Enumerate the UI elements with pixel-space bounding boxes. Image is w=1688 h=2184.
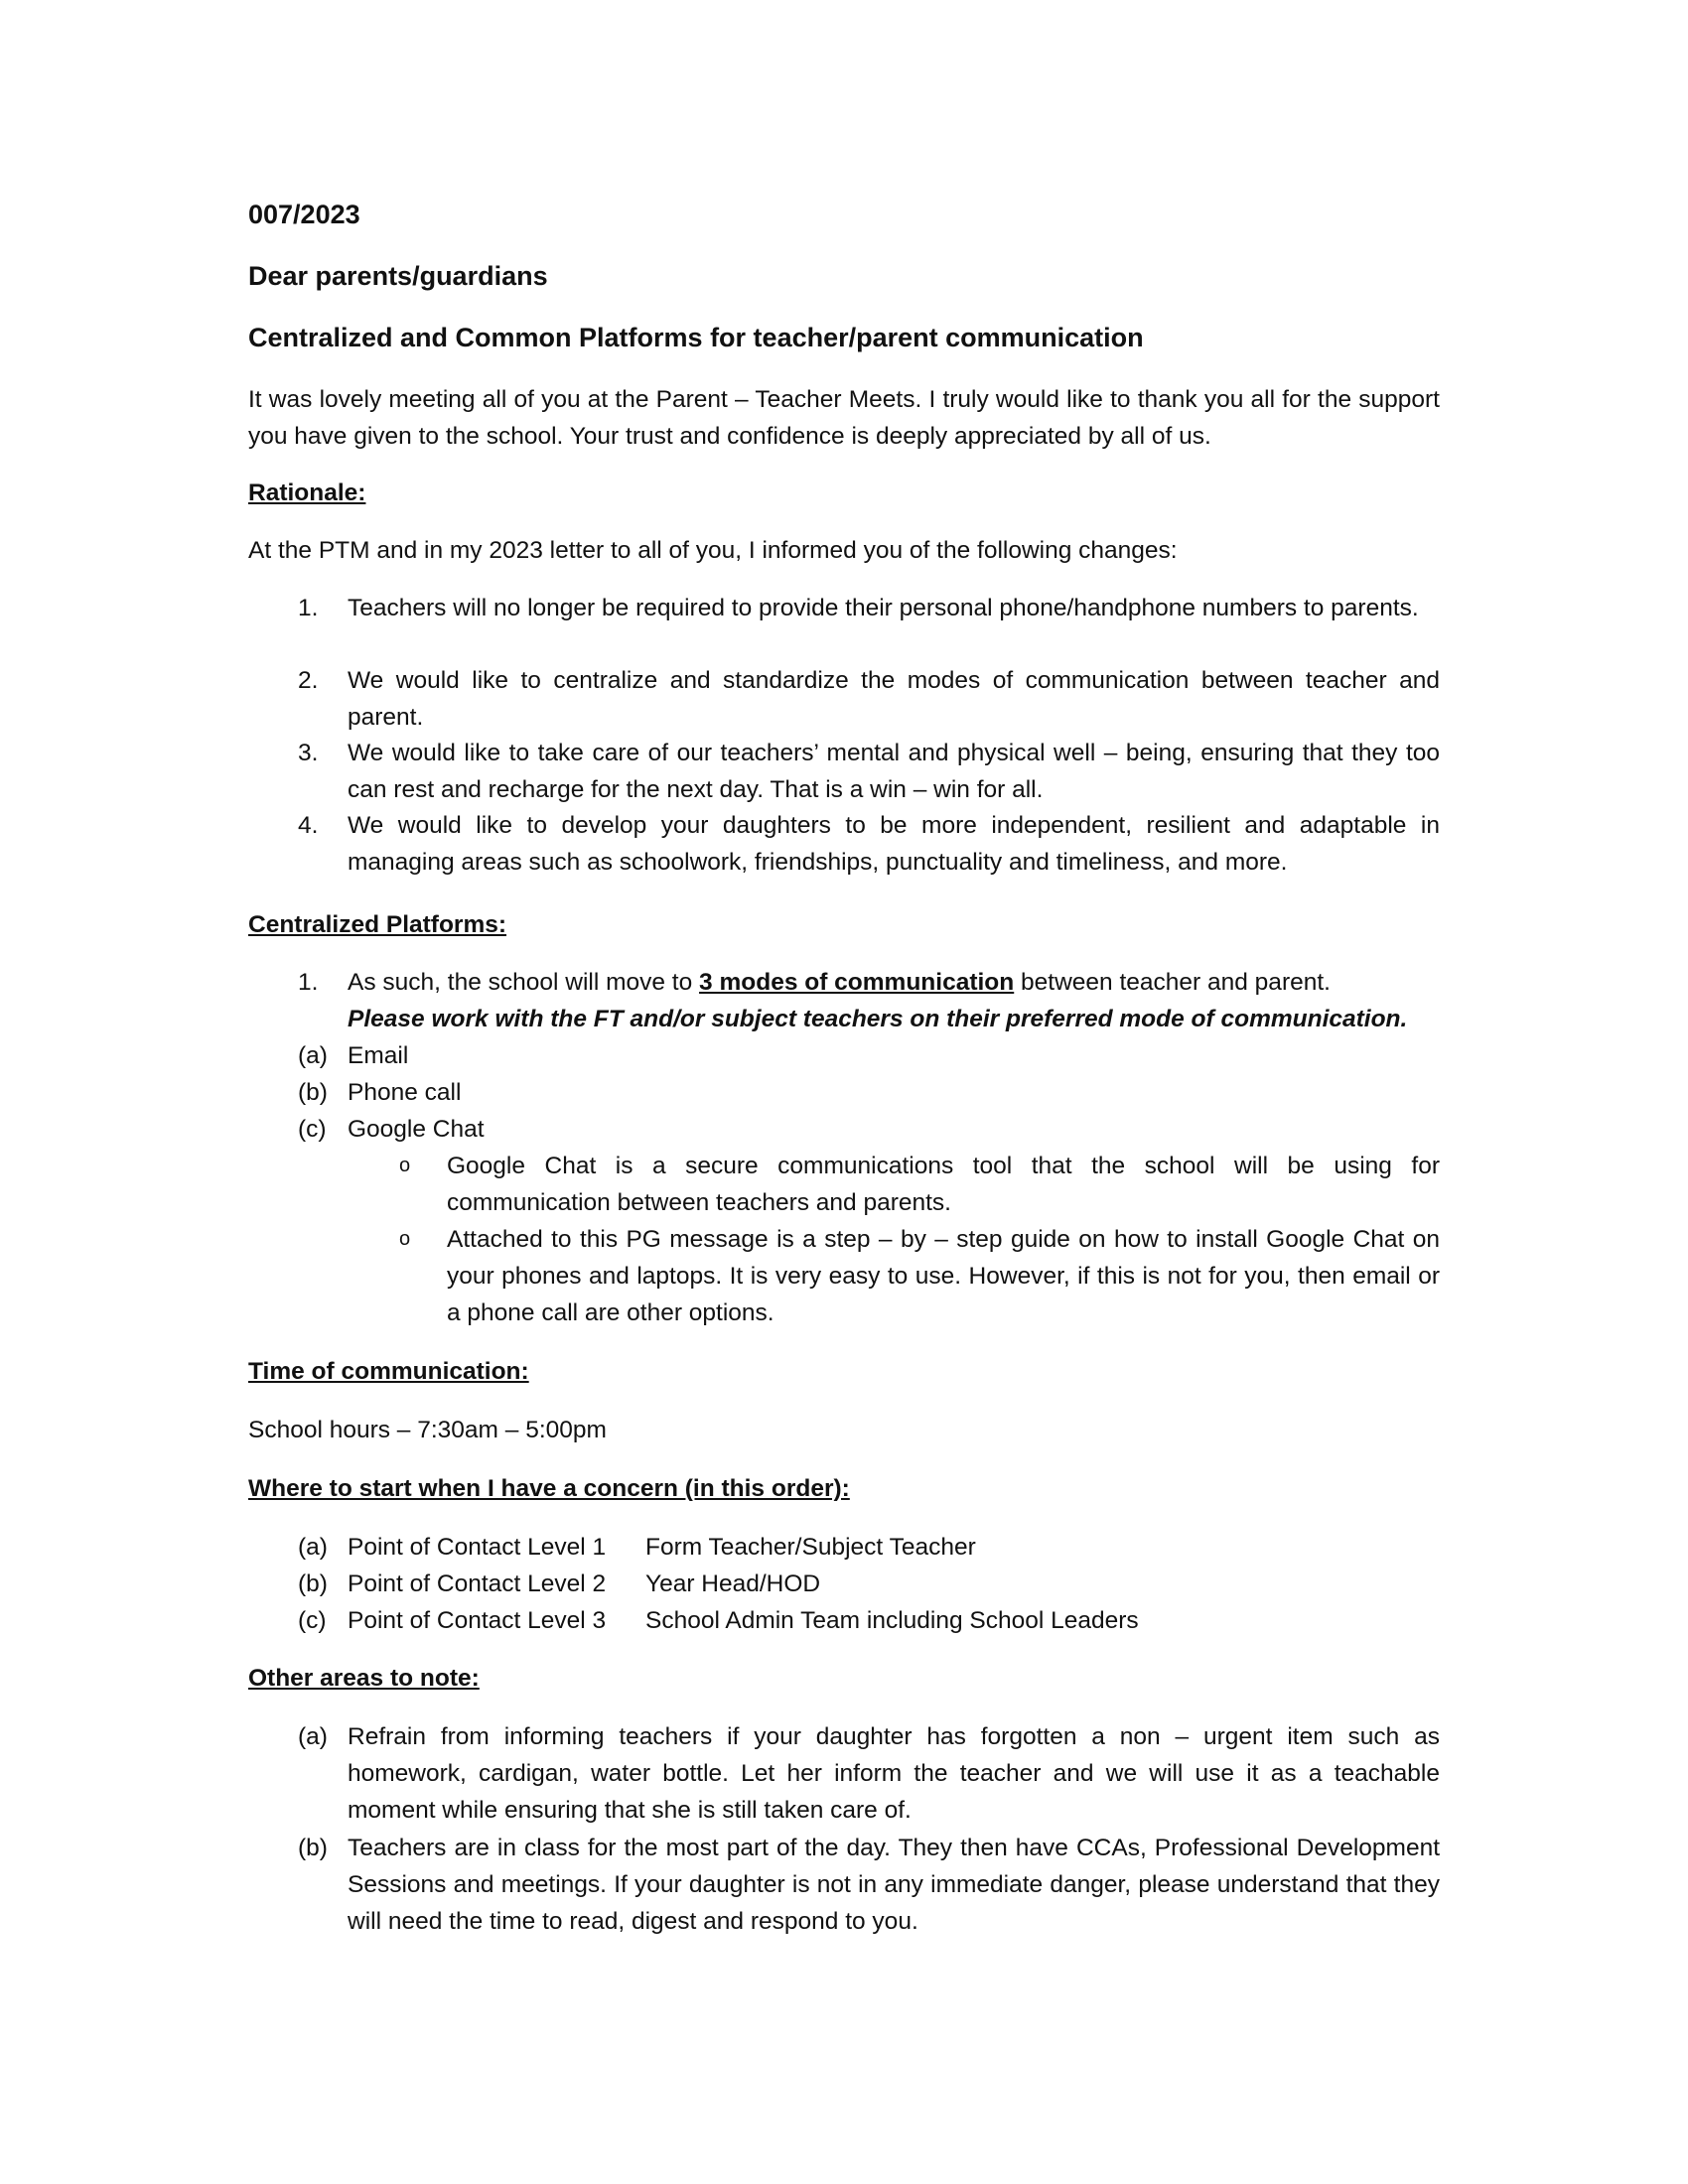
platforms-emphasis: 3 modes of communication [699, 969, 1015, 996]
list-text: Phone call [348, 1079, 462, 1106]
list-item [248, 590, 1440, 626]
list-letter: (c) [298, 1607, 327, 1634]
school-hours: School hours – 7:30am – 5:00pm [248, 1417, 607, 1443]
list-text: Teachers are in class for the most part of the day. They then have CCAs, Professional Development Sessions and meetings. If your daughter is not in any immediate danger, please understand that they will need the time to read, digest and respond to you. [348, 1835, 1440, 1935]
other-heading: Other areas to note: [248, 1665, 480, 1692]
list-text: We would like to centralize and standardize the modes of communication between teacher and parent. [348, 667, 1440, 731]
platforms-note: Please work with the FT and/or subject teachers on their preferred mode of communication. [348, 1006, 1408, 1032]
list-item [248, 1074, 1440, 1111]
contact-person: School Admin Team including School Leaders [645, 1607, 1139, 1634]
list-number: 2. [298, 667, 319, 694]
list-text: We would like to develop your daughters to be more independent, resilient and adaptable in managing areas such as schoolwork, friendships, punctuality and timeliness, and more. [348, 812, 1440, 876]
time-heading: Time of communication: [248, 1358, 529, 1385]
list-letter: (b) [298, 1079, 328, 1106]
list-item [248, 1111, 1440, 1148]
hollow-bullet-icon: o [399, 1155, 411, 1176]
list-text [348, 964, 1440, 1001]
bullet-item [248, 1221, 1440, 1331]
salutation: Dear parents/guardians [248, 261, 548, 291]
list-number: 1. [298, 969, 319, 996]
hollow-bullet-icon: o [399, 1228, 411, 1250]
reference-number: 007/2023 [248, 200, 360, 229]
list-item [248, 1830, 1440, 1940]
platforms-text-post: between teacher and parent. [1014, 969, 1331, 996]
platforms-heading: Centralized Platforms: [248, 911, 507, 938]
platforms-text-pre: As such, the school will move to [348, 969, 700, 996]
list-letter: (a) [298, 1534, 328, 1561]
list-item [248, 662, 1440, 736]
list-letter: (c) [298, 1116, 327, 1143]
list-number: 1. [298, 595, 319, 621]
list-text: Refrain from informing teachers if your daughter has forgotten a non – urgent item such as homework, cardigan, water bottle. Let her inform the teacher and we will use it as a teachable moment while ensuring that she is still taken care of. [348, 1723, 1440, 1824]
list-item [248, 1718, 1440, 1829]
bullet-text: Attached to this PG message is a step – by – step guide on how to install Google Chat on your phones and laptops. It is very easy to use. However, if this is not for you, then email or a phone call are other options. [447, 1226, 1440, 1326]
list-item [248, 1037, 1440, 1074]
list-text: We would like to take care of our teachers’ mental and physical well – being, ensuring that they too can rest and recharge for the next day. That is a win – win for all. [348, 740, 1440, 803]
list-item [248, 735, 1440, 808]
contact-level: Point of Contact Level 1 [348, 1534, 607, 1561]
list-number: 3. [298, 740, 319, 766]
list-item [248, 964, 1440, 1001]
platforms-note-row [248, 1001, 1440, 1037]
list-text: Google Chat [348, 1116, 485, 1143]
contact-level: Point of Contact Level 2 [348, 1570, 607, 1597]
list-item [248, 807, 1440, 881]
rationale-lead: At the PTM and in my 2023 letter to all of you, I informed you of the following changes: [248, 537, 1178, 564]
bullet-text: Google Chat is a secure communications tool that the school will be using for communication between teachers and parents. [447, 1153, 1440, 1216]
list-number: 4. [298, 812, 319, 839]
contact-person: Year Head/HOD [645, 1570, 821, 1597]
concern-heading: Where to start when I have a concern (in this order): [248, 1475, 850, 1502]
list-letter: (a) [298, 1723, 328, 1750]
list-letter: (a) [298, 1042, 328, 1069]
list-text: Teachers will no longer be required to provide their personal phone/handphone numbers to parents. [348, 595, 1419, 621]
rationale-heading: Rationale: [248, 479, 366, 506]
letter-title: Centralized and Common Platforms for teacher/parent communication [248, 323, 1144, 352]
list-letter: (b) [298, 1835, 328, 1861]
list-text: Email [348, 1042, 409, 1069]
intro-paragraph: It was lovely meeting all of you at the Parent – Teacher Meets. I truly would like to thank you all for the support you have given to the school. Your trust and confidence is deeply appreciated by all of us. [248, 386, 1440, 450]
contact-level: Point of Contact Level 3 [348, 1607, 607, 1634]
contact-person: Form Teacher/Subject Teacher [645, 1534, 976, 1561]
bullet-item [248, 1148, 1440, 1221]
list-letter: (b) [298, 1570, 328, 1597]
